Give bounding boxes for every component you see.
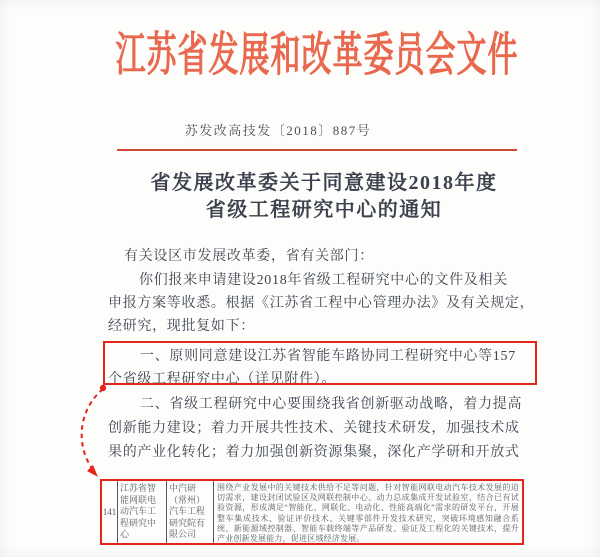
arrow-head [87,465,98,477]
paragraph1-line-3: 经研究，现批复如下： [108,319,255,334]
attachment-table-row-highlighted [100,479,524,545]
table-cell-center-name: 江苏省智能网联电动汽车工程研究中心 [118,481,167,543]
red-highlight-box [103,341,537,385]
red-separator-line [117,149,517,151]
paragraph1-line-2: 申报方案等收悉。根据《江苏省工程中心管理办法》及有关规定， [108,296,535,311]
table-cell-description: 围绕产业发展中的关键技术供给不足等问题，针对智能网联电动汽车技术发展的迫切需求，建设封闭试验区及网联控制中心、动力总成集成开发试验室，结合已有试验资源，形成满足“智能化、网联化、电动化、性能高端化”需求的研发平台，开展整车集成技术、验证评价技术、关键零部件开发技术研究，突破环境感知融合系统、新能源域控制器、智能车载终端等产品研发、验证及工程化的关键技术，提升产业创新发展能力，促进区域经济发展。 [217,483,519,543]
salutation-line: 有关设区市发展改革委，省有关部门： [124,249,374,264]
paragraph1-line-1: 你们报来申请建设2018年省级工程研究中心的文件及相关 [139,273,508,288]
highlighted-clause-line-2: 个省级工程研究中心（详见附件）。 [108,372,337,387]
agency-letterhead-title: 江苏省发展和改革委员会文件 [115,29,519,82]
document-title-line-1: 省发展改革委关于同意建设2018年度 [150,172,498,194]
paragraph2-line-1: 二、省级工程研究中心要围绕我省创新驱动战略，着力提高 [140,397,523,412]
document-number: 苏发改高技发〔2018〕887号 [184,123,372,138]
table-cell-row-number: 141 [102,481,118,543]
paragraph2-line-2: 创新能力建设；着力开展共性技术、关键技术研发，加强技术成 [108,421,520,436]
arrow-curve [82,389,103,470]
highlighted-clause-line-1: 一、原则同意建设江苏省智能车路协同工程研究中心等157 [140,349,516,364]
document-title-line-2: 省级工程研究中心的通知 [205,199,443,221]
document-title [24,170,600,224]
arrow-start-dot [100,385,106,391]
table-cell-company: 中汽研（常州）汽车工程研究院有限公司 [167,481,214,543]
paragraph2-line-3: 果的产业化转化；着力加强创新资源集聚，深化产学研和开放式 [108,445,520,460]
